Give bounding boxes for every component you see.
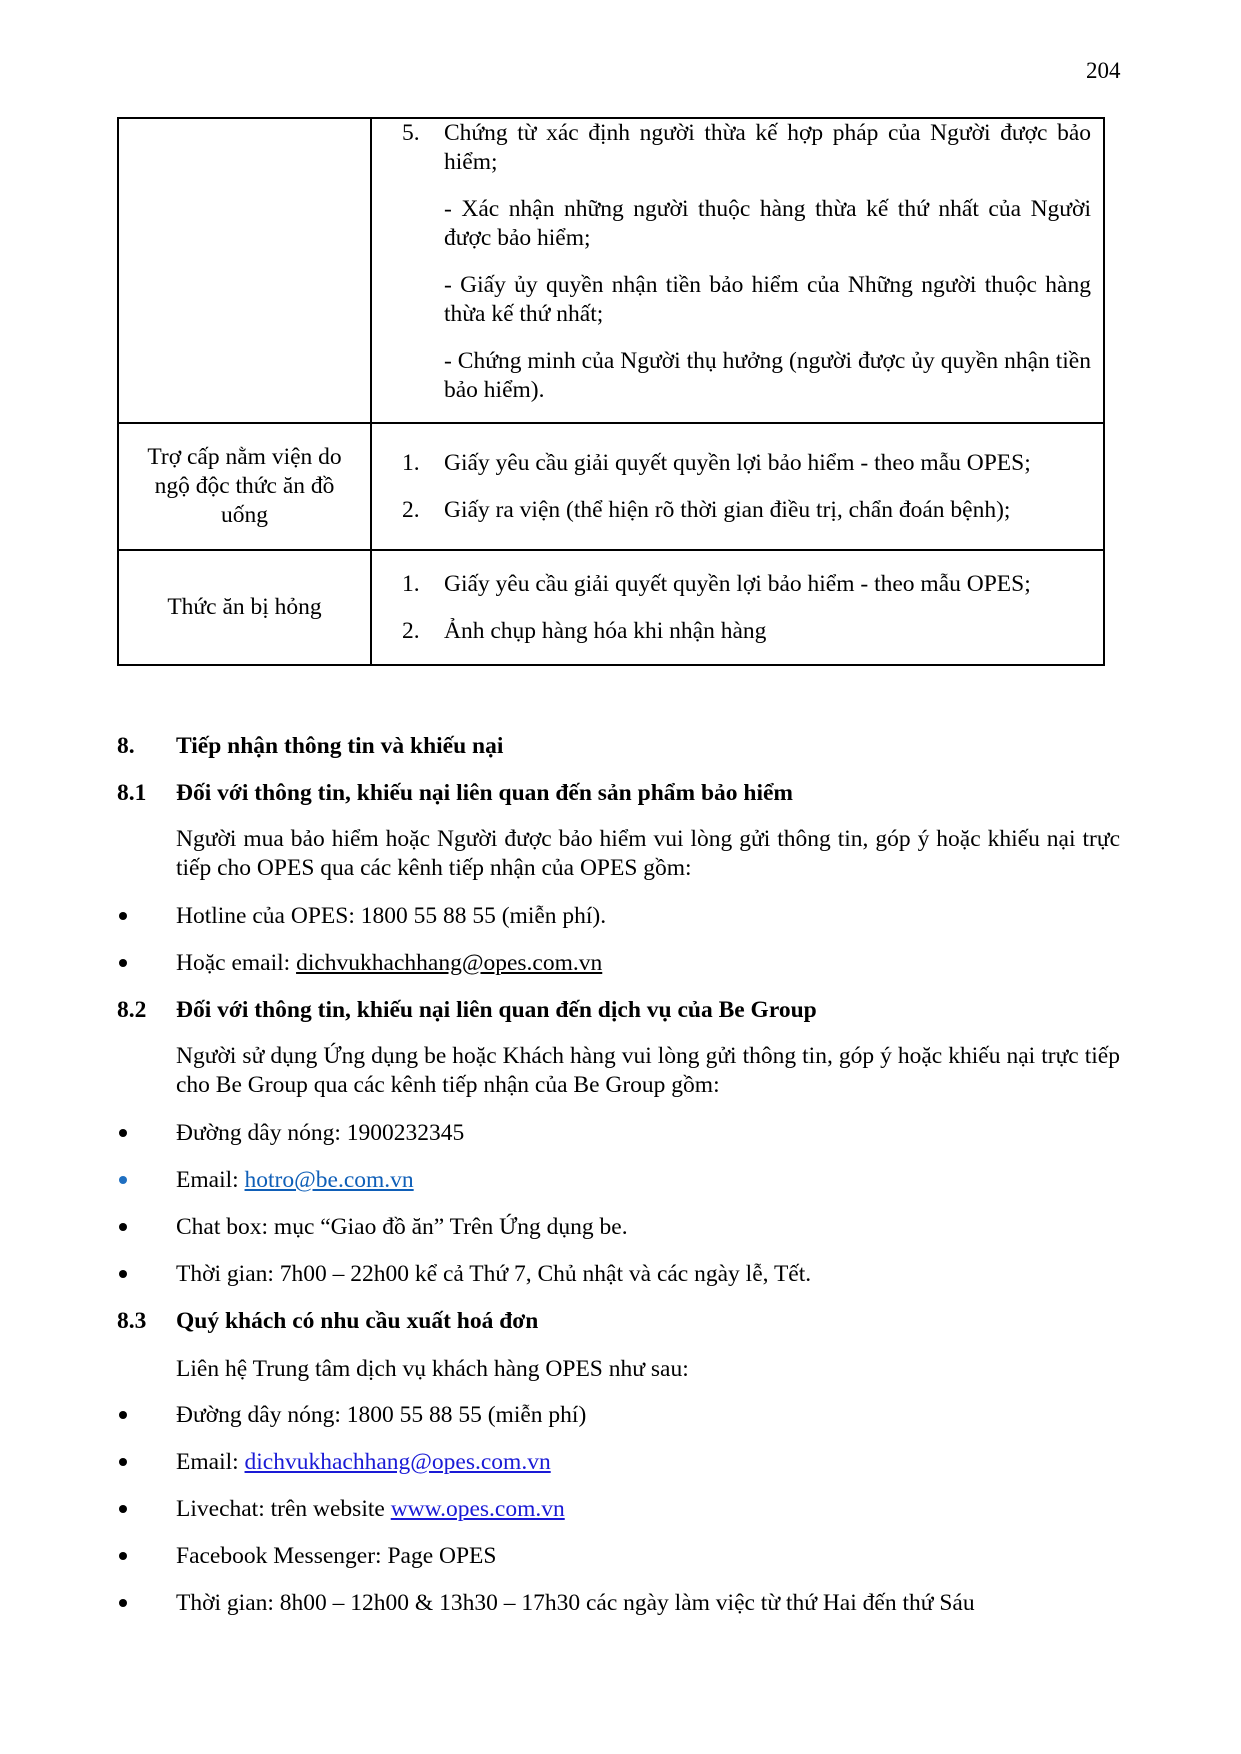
email-label: Email: (176, 1167, 245, 1193)
section-paragraph: Người mua bảo hiểm hoặc Người được bảo hiểm vui lòng gửi thông tin, góp ý hoặc khiếu nại trực tiếp cho OPES qua các kênh tiếp nhận của OPES gồm: (176, 826, 1120, 881)
document-item (402, 570, 1091, 599)
bullet-text: Thời gian: 7h00 – 22h00 kể cả Thứ 7, Chủ nhật và các ngày lễ, Tết. (176, 1261, 812, 1287)
item-text: Ảnh chụp hàng hóa khi nhận hàng (444, 617, 767, 644)
bullet-icon (119, 1223, 127, 1231)
email-link[interactable]: hotro@be.com.vn (244, 1167, 414, 1193)
website-link[interactable]: www.opes.com.vn (390, 1496, 565, 1522)
email-label: Email: (176, 1449, 245, 1475)
email-label: Hoặc email: (176, 950, 297, 976)
bullet-text: Hotline của OPES: 1800 55 88 55 (miễn phí). (176, 903, 607, 929)
section-number: 8.2 (117, 997, 147, 1023)
email-link[interactable]: dichvukhachhang@opes.com.vn (296, 950, 603, 976)
item-text: Chứng từ xác định người thừa kế hợp pháp của Người được bảo hiểm; (444, 120, 1091, 175)
item-text: Giấy ra viện (thể hiện rõ thời gian điều trị, chẩn đoán bệnh); (444, 496, 1011, 523)
section-title: Đối với thông tin, khiếu nại liên quan đến dịch vụ của Be Group (176, 997, 817, 1023)
bullet-icon (119, 1552, 127, 1560)
section-paragraph: Người sử dụng Ứng dụng be hoặc Khách hàng vui lòng gửi thông tin, góp ý hoặc khiếu nại trực tiếp cho Be Group qua các kênh tiếp nhận của Be Group gồm: (176, 1043, 1120, 1098)
sub-item: - Xác nhận những người thuộc hàng thừa kế thứ nhất của Người được bảo hiểm; (444, 196, 1091, 251)
bullet-text (176, 1167, 414, 1194)
section-title: Tiếp nhận thông tin và khiếu nại (176, 733, 504, 759)
item-text: Giấy yêu cầu giải quyết quyền lợi bảo hiểm - theo mẫu OPES; (444, 570, 1031, 597)
section-paragraph: Liên hệ Trung tâm dịch vụ khách hàng OPES như sau: (176, 1356, 689, 1382)
item-number: 2. (402, 496, 420, 523)
documents-cell (371, 550, 1104, 665)
bullet-text: Thời gian: 8h00 – 12h00 & 13h30 – 17h30 các ngày làm việc từ thứ Hai đến thứ Sáu (176, 1590, 975, 1616)
bullet-icon (119, 1505, 127, 1513)
bullet-icon (119, 912, 127, 920)
table-row (118, 118, 1104, 423)
bullet-icon (119, 959, 127, 967)
bullet-text (176, 1449, 551, 1476)
email-link[interactable]: dichvukhachhang@opes.com.vn (244, 1449, 551, 1475)
document-item (402, 449, 1091, 478)
item-text: Giấy yêu cầu giải quyết quyền lợi bảo hiểm - theo mẫu OPES; (444, 449, 1031, 476)
benefit-cell (118, 118, 371, 423)
bullet-text (176, 950, 602, 977)
page-number: 204 (1086, 58, 1121, 83)
documents-cell (371, 423, 1104, 550)
bullet-icon (119, 1270, 127, 1278)
claim-documents-table (117, 117, 1105, 666)
item-number: 2. (402, 617, 420, 644)
document-item (402, 119, 1091, 177)
section-number: 8.3 (117, 1308, 147, 1334)
bullet-icon (119, 1599, 127, 1607)
section-number: 8. (117, 733, 135, 759)
sub-item: - Chứng minh của Người thụ hưởng (người được ủy quyền nhận tiền bảo hiểm). (444, 348, 1091, 403)
section-title: Đối với thông tin, khiếu nại liên quan đến sản phẩm bảo hiểm (176, 780, 794, 806)
document-item (402, 617, 1091, 646)
livechat-label: Livechat: trên website (176, 1496, 391, 1522)
bullet-text: Chat box: mục “Giao đồ ăn” Trên Ứng dụng be. (176, 1214, 628, 1240)
item-number: 1. (402, 449, 420, 476)
bullet-text: Facebook Messenger: Page OPES (176, 1543, 497, 1569)
item-number: 5. (402, 120, 420, 146)
item-number: 1. (402, 570, 420, 597)
benefit-name: Trợ cấp nằm viện do ngộ độc thức ăn đồ uống (147, 444, 342, 528)
bullet-text: Đường dây nóng: 1900232345 (176, 1120, 465, 1146)
bullet-icon (119, 1411, 127, 1419)
documents-cell (371, 118, 1104, 423)
bullet-icon (119, 1176, 127, 1184)
sub-item: - Giấy ủy quyền nhận tiền bảo hiểm của Những người thuộc hàng thừa kế thứ nhất; (444, 272, 1091, 327)
bullet-text (176, 1496, 565, 1523)
bullet-icon (119, 1458, 127, 1466)
benefit-cell: Thức ăn bị hỏng (118, 550, 371, 665)
bullet-text: Đường dây nóng: 1800 55 88 55 (miễn phí) (176, 1402, 587, 1428)
document-item (402, 496, 1091, 525)
section-title: Quý khách có nhu cầu xuất hoá đơn (176, 1308, 539, 1334)
section-number: 8.1 (117, 780, 147, 806)
table-row (118, 550, 1104, 665)
table-row (118, 423, 1104, 550)
benefit-cell (118, 423, 371, 550)
bullet-icon (119, 1129, 127, 1137)
